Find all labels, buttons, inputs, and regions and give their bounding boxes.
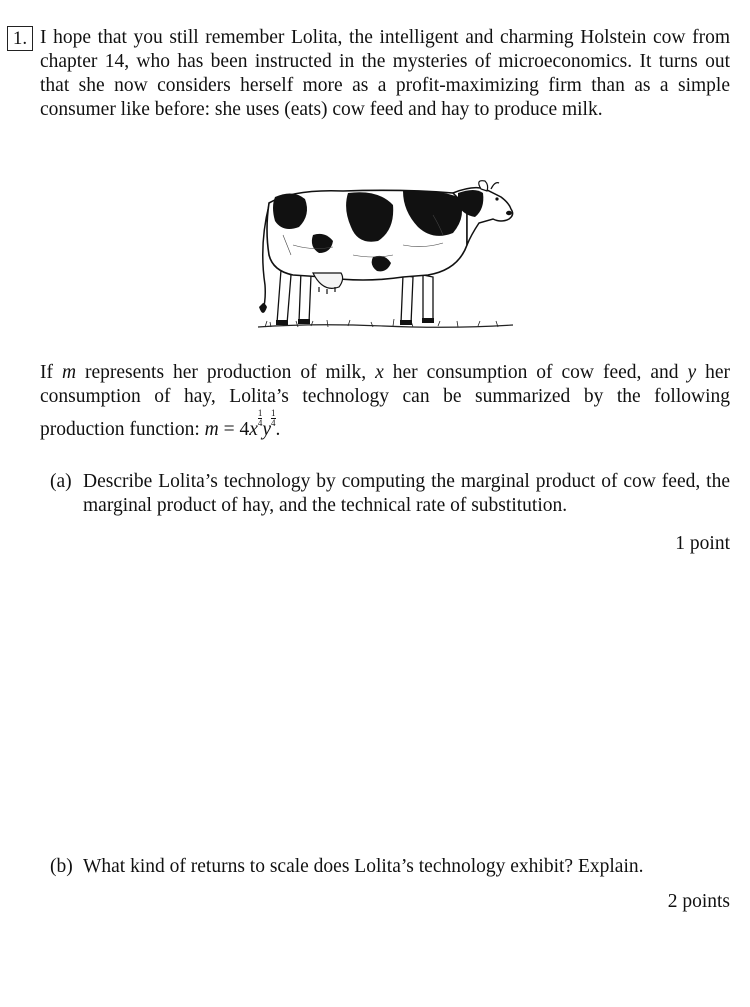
part-a-points: 1 point [675,533,730,554]
formula-end: . [275,419,281,440]
problem-number: 1. [7,26,33,51]
exponent-x-denominator: 4 [257,418,263,428]
variable-y: y [687,362,697,383]
part-b-label: (b) [50,856,73,877]
formula-eq: = 4 [218,419,250,440]
formula-base-y: y [262,419,272,440]
exponent-y-numerator: 1 [271,408,276,418]
part-b-points: 2 points [667,891,730,912]
exponent-y-denominator: 4 [271,418,276,428]
part-a-question: Describe Lolita’s technology by computing the marginal product of cow feed, the marginal product of hay, and the technical rate of substitution. [83,471,730,516]
technology-description [40,361,730,442]
technology-text-3: her consumption of cow feed, and [383,362,688,383]
formula-lhs: m [204,419,219,440]
part-a-label: (a) [50,471,72,492]
production-function-formula [204,408,281,440]
problem-intro: I hope that you still remember Lolita, the intelligent and charming Holstein cow from chapter 14, who has been instructed in the mysteries of microeconomics. It turns out that she now considers herself more as a profit-maximizing firm than as a simple consumer like before: she uses (eats) cow feed and hay to produce milk. [40,27,730,120]
holstein-cow-illustration [253,175,518,335]
formula-base-x: x [249,419,258,440]
variable-m: m [61,362,77,383]
technology-text-2: represents her production of milk, [76,362,376,383]
part-a [50,470,730,518]
exponent-x-numerator: 1 [257,408,263,418]
variable-x: x [375,362,384,383]
part-b-question: What kind of returns to scale does Lolita’s technology exhibit? Explain. [83,856,644,877]
part-b [50,855,730,879]
technology-text-4: her consumption of hay, Lolita’s technology can be summarized by the following production function: [40,362,730,440]
technology-text-1: If [40,362,62,383]
